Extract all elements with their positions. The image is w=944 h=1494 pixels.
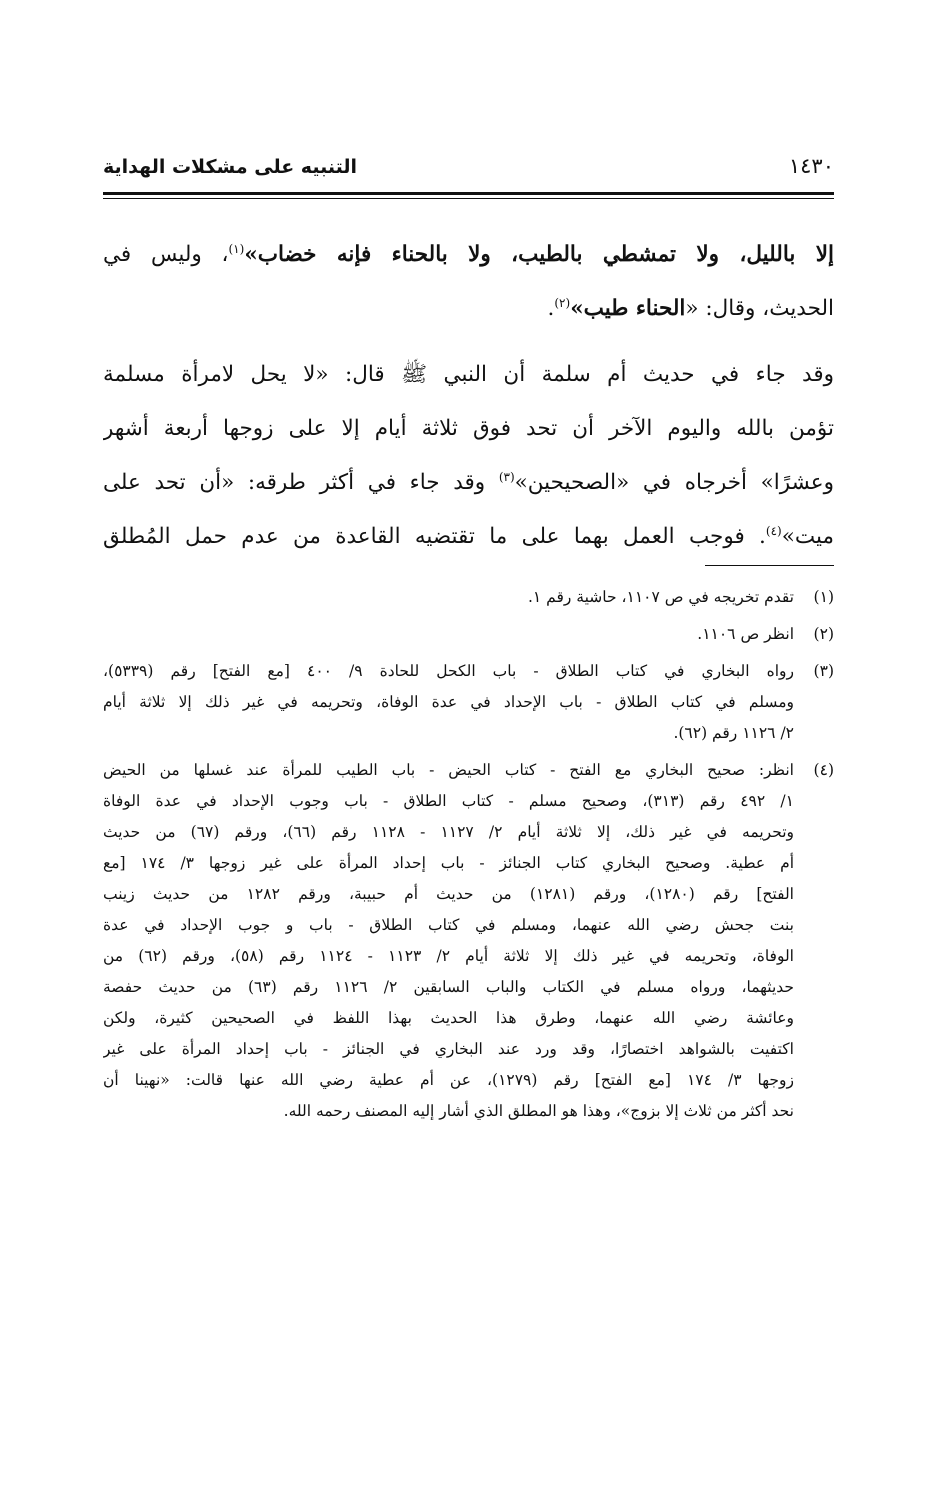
footnote-number: (٢): [813, 625, 834, 643]
footnotes: [103, 582, 834, 1133]
footnote-ref: (٣): [498, 469, 515, 484]
text-span: الحديث، وقال: «: [685, 296, 834, 321]
text-line: تؤمن بالله واليوم الآخر أن تحد فوق ثلاثة أيام إلا على زوجها أربعة أشهر: [103, 416, 834, 441]
text-span: . فوجب العمل بهما على ما تقتضيه القاعدة من عدم حمل المُطلق: [103, 524, 766, 549]
paragraph-2: [103, 348, 834, 564]
hadith-quote-bold: الحناء طيب»: [570, 296, 686, 321]
footnote-line: ١/ ٤٩٢ رقم (٣١٣)، وصحيح مسلم - كتاب الطلاق - باب وجوب الإحداد في عدة الوفاة: [103, 792, 794, 810]
footnote-line: انظر ص ١١٠٦.: [697, 625, 794, 643]
footnote-line: الفتح] رقم (١٢٨٠)، ورقم (١٢٨١) من حديث أم حبيبة، ورقم ١٢٨٢ من حديث زينب: [103, 885, 794, 903]
footnote-number: (١): [813, 588, 834, 606]
footnote-line: أم عطية. وصحيح البخاري كتاب الجنائز - باب إحداد المرأة على غير زوجها ٣/ ١٧٤ [مع: [103, 854, 794, 872]
footnote-line: حديثهما، ورواه مسلم في الكتاب والباب السابقين ٢/ ١١٢٦ رقم (٦٣) من حديث حفصة: [103, 978, 794, 996]
footnote-ref: (٤): [765, 523, 782, 538]
footnote-line: ومسلم في كتاب الطلاق - باب الإحداد في عدة الوفاة، وتحريمه في غير ذلك إلا ثلاثة أيام: [103, 693, 794, 711]
text-line: [103, 456, 834, 510]
footnote-line: نحد أكثر من ثلاث إلا بزوج»، وهذا هو المطلق الذي أشار إليه المصنف رحمه الله.: [283, 1102, 794, 1120]
footnote-line: ٢/ ١١٢٦ رقم (٦٢).: [673, 724, 794, 742]
footnote-line: تقدم تخريجه في ص ١١٠٧، حاشية رقم ١.: [527, 588, 794, 606]
footnote-line: اكتفيت بالشواهد اختصارًا، وقد ورد عند البخاري في الجنائز - باب إحداد المرأة على غير: [103, 1040, 794, 1058]
text-span: ميت»: [781, 524, 834, 549]
footnote-line: وتحريمه في غير ذلك، إلا ثلاثة أيام ٢/ ١١٢٧ - ١١٢٨ رقم (٦٦)، ورقم (٦٧) من حديث: [103, 823, 794, 841]
footnote-item: [103, 656, 834, 749]
text-line: وقد جاء في حديث أم سلمة أن النبي ﷺ قال: «لا يحل لامرأة مسلمة: [103, 362, 834, 387]
footnote-line: زوجها ٣/ ١٧٤ [مع الفتح] رقم (١٢٧٩)، عن أم عطية رضي الله عنها قالت: «نهينا أن: [103, 1071, 794, 1089]
footnote-line: رواه البخاري في كتاب الطلاق - باب الكحل للحادة ٩/ ٤٠٠ [مع الفتح] رقم (٥٣٣٩)،: [103, 662, 794, 680]
footnote-item: [103, 619, 834, 650]
footnote-ref: (٢): [554, 295, 571, 310]
footnote-item: [103, 755, 834, 1127]
paragraph-1: [103, 228, 834, 336]
footnote-separator: [705, 565, 834, 566]
header-rule-thin: [103, 198, 834, 199]
footnote-number: (٤): [813, 761, 834, 779]
footnote-item: [103, 582, 834, 613]
footnote-line: انظر: صحيح البخاري مع الفتح - كتاب الحيض - باب الطيب للمرأة عند غسلها من الحيض: [103, 761, 794, 779]
text-line: [103, 282, 834, 336]
text-span: ، وليس في: [103, 242, 229, 267]
text-span: وقد جاء في أكثر طرقه: «أن تحد على: [103, 470, 499, 495]
footnote-ref: (١): [228, 241, 245, 256]
running-header: [103, 150, 834, 190]
header-rule-thick: [103, 192, 834, 195]
text-span: وعشرًا» أخرجاه في «الصحيحين»: [514, 470, 834, 495]
footnote-line: وعائشة رضي الله عنهما، وطرق هذا الحديث بهذا اللفظ في الصحيحين كثيرة، ولكن: [103, 1009, 794, 1027]
footnote-line: الوفاة، وتحريمه في غير ذلك إلا ثلاثة أيام ٢/ ١١٢٣ - ١١٢٤ رقم (٥٨)، ورقم (٦٢) من: [103, 947, 794, 965]
text-line: [103, 228, 834, 282]
text-span: .: [547, 296, 555, 321]
footnote-line: بنت جحش رضي الله عنهما، ومسلم في كتاب الطلاق - باب و جوب الإحداد في عدة: [103, 916, 794, 934]
footnote-number: (٣): [813, 662, 834, 680]
page-number: ١٤٣٠: [788, 154, 834, 178]
text-line: [103, 510, 834, 564]
hadith-quote-bold: إلا بالليل، ولا تمشطي بالطيب، ولا بالحناء فإنه خضاب»: [244, 242, 834, 267]
main-text: [103, 228, 834, 564]
book-title: التنبيه على مشكلات الهداية: [103, 156, 357, 178]
